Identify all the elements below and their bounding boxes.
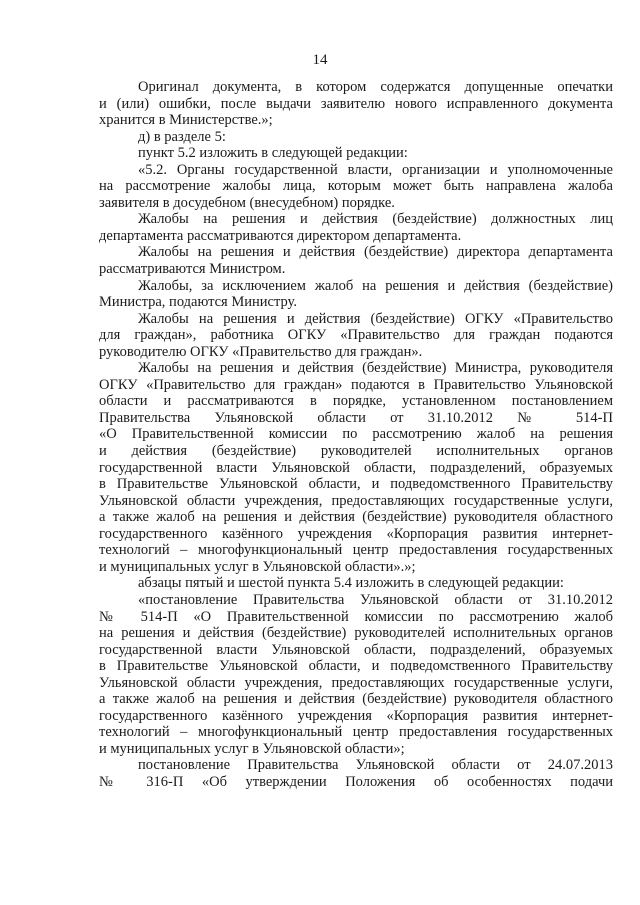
text-line: государственного казённого учреждения «Корпорация развития интернет- — [99, 707, 613, 724]
text-line: технологий – многофункциональный центр предоставления государственных — [99, 724, 613, 741]
document-body — [99, 79, 613, 791]
text-line: области и рассматриваются в порядке, установленном постановлением — [99, 393, 613, 410]
text-line: а также жалоб на решения и действия (бездействие) руководителя областного — [99, 509, 613, 526]
text-line: государственной власти Ульяновской области, подразделений, образуемых — [99, 641, 613, 658]
text-line: Ульяновской области учреждения, предоставляющих государственные услуги, — [99, 674, 613, 691]
text-line: и муниципальных услуг в Ульяновской области».»; — [99, 558, 416, 575]
text-line: д) в разделе 5: — [138, 128, 226, 145]
text-line: руководителю ОГКУ «Правительство для граждан». — [99, 343, 423, 360]
text-line: технологий – многофункциональный центр предоставления государственных — [99, 542, 613, 559]
text-line: государственной власти Ульяновской области, подразделений, образуемых — [99, 459, 613, 476]
text-line: абзацы пятый и шестой пункта 5.4 изложить в следующей редакции: — [138, 575, 564, 592]
text-line: постановление Правительства Ульяновской области от 24.07.2013 — [138, 757, 613, 774]
text-line: Жалобы на решения и действия (бездействие) ОГКУ «Правительство — [138, 310, 613, 327]
text-line: на решения и действия (бездействие) руководителей исполнительных органов — [99, 625, 613, 642]
text-line: № 514-П «О Правительственной комиссии по рассмотрению жалоб — [99, 608, 613, 625]
text-line: на рассмотрение жалобы лица, которым может быть направлена жалоба — [99, 178, 613, 195]
text-line: № 316-П «Об утверждении Положения об особенностях подачи — [99, 773, 613, 790]
text-line: хранится в Министерстве.»; — [99, 112, 273, 129]
text-line: Жалобы на решения и действия (бездействие) должностных лиц — [138, 211, 613, 228]
text-line: в Правительстве Ульяновской области, и подведомственного Правительству — [99, 658, 613, 675]
text-line: и (или) ошибки, после выдачи заявителю нового исправленного документа — [99, 95, 613, 112]
text-line: «О Правительственной комиссии по рассмотрению жалоб на решения — [99, 426, 613, 443]
text-line: Министра, подаются Министру. — [99, 294, 297, 311]
text-line: а также жалоб на решения и действия (бездействие) руководителя областного — [99, 691, 613, 708]
text-line: и действия (бездействие) руководителей исполнительных органов — [99, 443, 613, 460]
text-line: государственного казённого учреждения «Корпорация развития интернет- — [99, 525, 613, 542]
text-line: «5.2. Органы государственной власти, организации и уполномоченные — [138, 161, 613, 178]
text-line: Правительства Ульяновской области от 31.10.2012 № 514-П — [99, 409, 613, 426]
text-line: «постановление Правительства Ульяновской области от 31.10.2012 — [138, 591, 613, 608]
text-line: Ульяновской области учреждения, предоставляющих государственные услуги, — [99, 492, 613, 509]
page-number: 14 — [312, 52, 328, 68]
text-line: для граждан», работника ОГКУ «Правительство для граждан подаются — [99, 327, 613, 344]
text-line: Оригинал документа, в котором содержатся допущенные опечатки — [138, 79, 613, 95]
text-line: пункт 5.2 изложить в следующей редакции: — [138, 145, 408, 162]
text-line: в Правительстве Ульяновской области, и подведомственного Правительству — [99, 476, 613, 493]
text-line: департамента рассматриваются директором департамента. — [99, 227, 462, 244]
text-line: Жалобы на решения и действия (бездействие) директора департамента — [138, 244, 613, 261]
text-line: и муниципальных услуг в Ульяновской области»; — [99, 740, 405, 757]
text-line: Жалобы, за исключением жалоб на решения и действия (бездействие) — [138, 277, 613, 294]
text-line: ОГКУ «Правительство для граждан» подаются в Правительство Ульяновской — [99, 376, 613, 393]
text-line: Жалобы на решения и действия (бездействие) Министра, руководителя — [138, 360, 613, 377]
text-line: рассматриваются Министром. — [99, 261, 286, 278]
text-line: заявителя в досудебном (внесудебном) порядке. — [99, 194, 395, 211]
